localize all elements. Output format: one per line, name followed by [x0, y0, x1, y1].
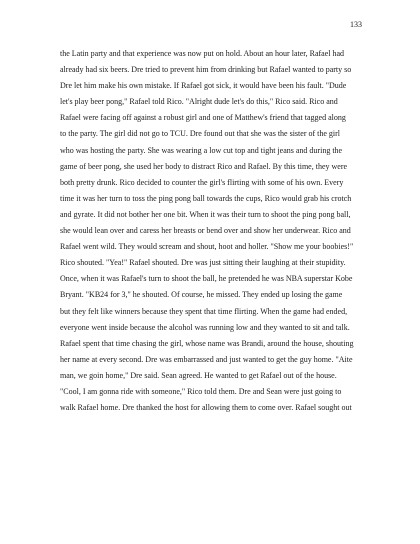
text-line: who was hosting the party. She was wearing a low cut top and tight jeans and during the [60, 145, 343, 155]
text-line: Rafael spent that time chasing the girl, whose name was Brandi, around the house, shouting [60, 338, 354, 348]
text-line: Rico shouted. "Yea!" Rafael shouted. Dre was just sitting their laughing at their stupidity. [60, 258, 346, 268]
text-line: Bryant. "KB24 for 3," he shouted. Of course, he missed. They ended up losing the game [60, 290, 343, 300]
text-line: Once, when it was Rafael's turn to shoot the ball, he pretended he was NBA superstar Kobe [60, 274, 353, 284]
text-line: man, we goin home," Dre said. Sean agreed. He wanted to get Rafael out of the house. [60, 370, 337, 380]
text-line: Dre let him make his own mistake. If Rafael got sick, it would have been his fault. "Dude [60, 81, 347, 91]
text-line: already had six beers. Dre tried to prevent him from drinking but Rafael wanted to party so [60, 65, 352, 75]
text-line: to the party. The girl did not go to TCU. Dre found out that she was the sister of the girl [60, 129, 341, 139]
text-line: everyone went inside because the alcohol was running low and they wanted to sit and talk. [60, 322, 350, 332]
text-line: let's play beer pong," Rafael told Rico. "Alright dude let's do this," Rico said. Rico and [60, 97, 338, 107]
text-line: time it was her turn to toss the ping pong ball towards the cups, Rico would grab his crotch [60, 193, 352, 203]
body-text [60, 46, 362, 416]
text-line: Rafael went wild. They would scream and shout, hoot and holler. "Show me your boobies!" [60, 242, 354, 252]
text-line: walk Rafael home. Dre thanked the host for allowing them to come over. Rafael sought out [60, 403, 352, 413]
text-line: she would lean over and caress her breasts or bend over and show her underwear. Rico and [60, 226, 351, 236]
text-line: and gyrate. It did not bother her one bit. When it was their turn to shoot the ping pong ball, [60, 209, 351, 219]
page-number: 133 [350, 20, 362, 29]
text-line: but they felt like winners because they spent that time flirting. When the game had ended, [60, 306, 348, 316]
text-line: game of beer pong, she used her body to distract Rico and Rafael. By this time, they were [60, 161, 348, 171]
text-line: the Latin party and that experience was now put on hold. About an hour later, Rafael had [60, 49, 345, 58]
text-line: her name at every second. Dre was embarrassed and just wanted to get the guy home. "Aite [60, 354, 353, 364]
text-line: both pretty drunk. Rico decided to counter the girl's flirting with some of his own. Every [60, 177, 344, 187]
text-line: "Cool, I am gonna ride with someone," Rico told them. Dre and Sean were just going to [60, 386, 342, 396]
text-line: Rafael were facing off against a robust girl and one of Matthew's friend that tagged along [60, 113, 346, 123]
